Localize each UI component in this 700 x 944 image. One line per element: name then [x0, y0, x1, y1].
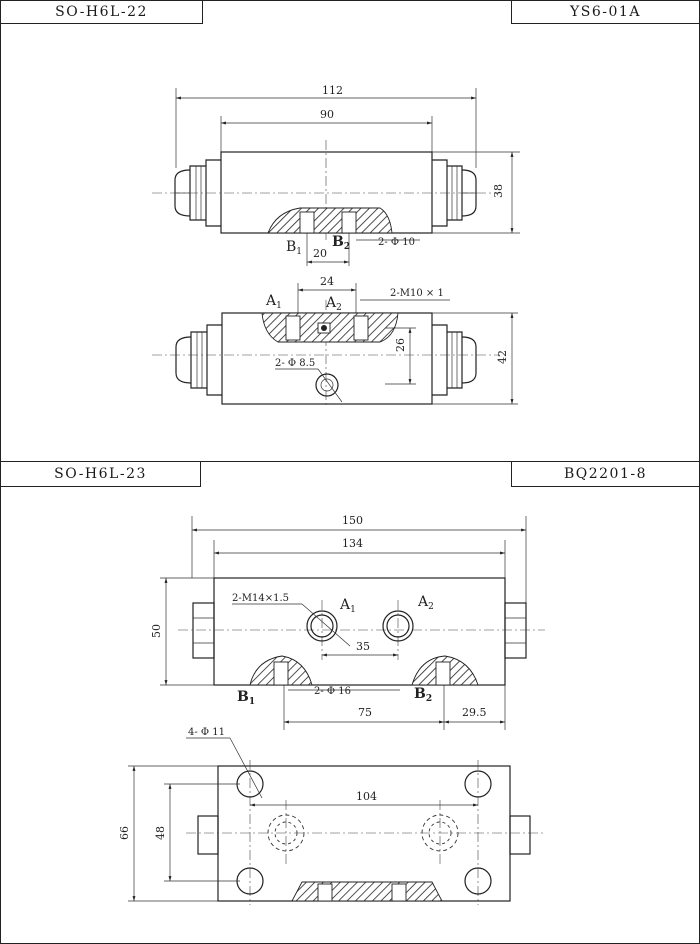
valve-top-view	[152, 275, 518, 408]
valve-front-view	[152, 84, 520, 266]
port-label-b2: $B_2$	[332, 234, 351, 252]
port-label-a1: $A_1$	[266, 293, 282, 311]
dimension-height: 50	[150, 624, 163, 638]
mount-note: 4- Φ 11	[188, 727, 226, 738]
dimension-b-spacing: 75	[358, 706, 372, 719]
valve-top-view	[118, 727, 545, 905]
valve-body	[218, 766, 510, 901]
dimension-port-spacing: 35	[356, 640, 370, 653]
port-label-a1: $A_1$	[340, 597, 356, 615]
model-code-label: SO-H6L-23	[0, 461, 201, 487]
dimension-port-spacing: 24	[320, 275, 334, 288]
section-cut	[268, 208, 392, 233]
thread-note: 2-M10 × 1	[390, 288, 444, 299]
dimension-overall: 112	[322, 84, 343, 97]
mount-hole	[316, 374, 338, 396]
dimension-height: 38	[492, 184, 505, 198]
dimension-mount-spacing: 104	[356, 790, 377, 803]
dimension-outer-height: 66	[118, 826, 131, 840]
valve-front-view	[150, 514, 545, 730]
dimension-height: 42	[496, 350, 509, 364]
section-cut	[292, 882, 442, 901]
hole-note: 2- Φ 16	[314, 686, 352, 697]
hole-note: 2- Φ 10	[378, 237, 416, 248]
thread-note: 2-M14×1.5	[232, 593, 289, 604]
left-fitting	[193, 603, 214, 658]
right-fitting	[505, 603, 526, 658]
part-number-label: YS6-01A	[511, 0, 700, 24]
port-label-b1: $B_1$	[237, 689, 256, 707]
dimension-offset: 26	[394, 338, 407, 352]
mount-note: 2- Φ 8.5	[275, 358, 316, 369]
dimension-body: 134	[342, 537, 363, 550]
dimension-overall: 150	[342, 514, 363, 527]
dimension-edge: 29.5	[462, 706, 487, 719]
dimension-inner-height: 48	[154, 826, 167, 840]
model-code-label: SO-H6L-22	[0, 0, 203, 24]
port-label-a2: $A_2$	[418, 594, 434, 612]
dimension-port-spacing: 20	[313, 247, 327, 260]
port-label-a2: $A_2$	[326, 295, 342, 313]
dimension-body: 90	[320, 108, 334, 121]
part-number-label: BQ2201-8	[511, 461, 700, 487]
port-label-b2: $B_2$	[414, 686, 433, 704]
port-label-b1: $B_1$	[286, 239, 303, 257]
